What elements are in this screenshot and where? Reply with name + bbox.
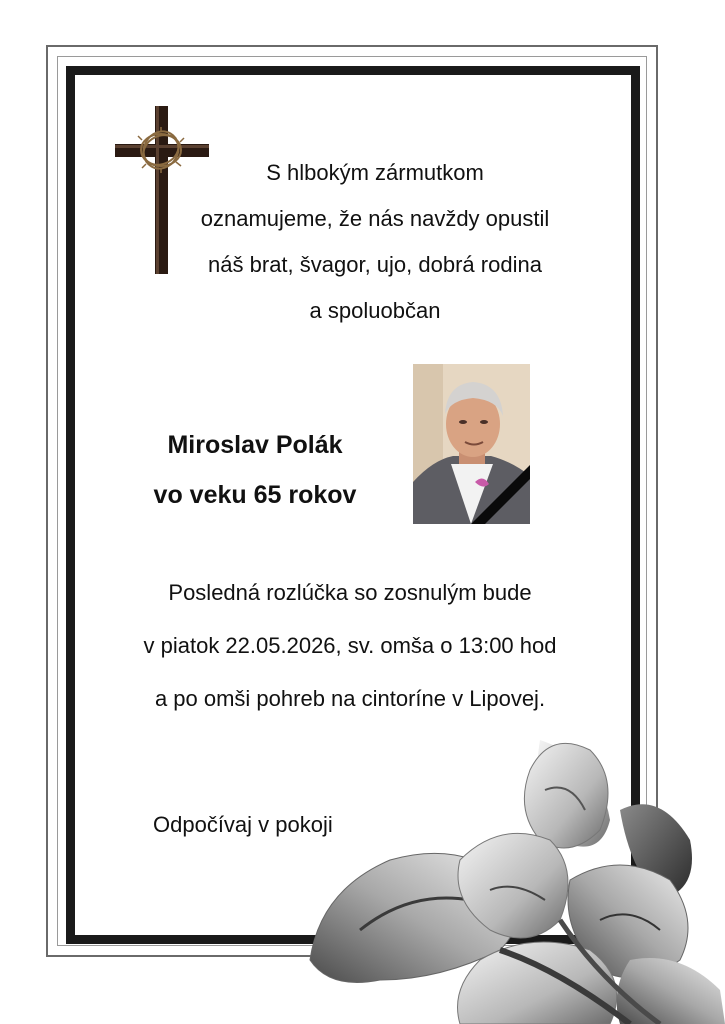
announcement-line: v piatok 22.05.2026, sv. omša o 13:00 hod [143, 633, 557, 658]
announcement-line: Posledná rozlúčka so zosnulým bude [168, 580, 532, 605]
intro-line: náš brat, švagor, ujo, dobrá rodina [208, 252, 542, 277]
intro-line: S hlbokým zármutkom [266, 160, 484, 185]
intro-line: oznamujeme, že nás navždy opustil [200, 206, 550, 231]
deceased-name: Miroslav Polák [167, 431, 343, 459]
mourning-ribbon-icon [413, 364, 530, 524]
announcement-line: a po omši pohreb na cintoríne v Lipovej. [154, 686, 546, 711]
rest-in-peace-text: Odpočívaj v pokoji [153, 812, 333, 837]
deceased-info [130, 420, 380, 520]
calla-lily-flowers-image [300, 730, 725, 1024]
deceased-age: vo veku 65 rokov [153, 481, 357, 509]
intro-text [190, 150, 560, 334]
funeral-announcement [90, 566, 610, 725]
intro-line: a spoluobčan [309, 298, 441, 323]
